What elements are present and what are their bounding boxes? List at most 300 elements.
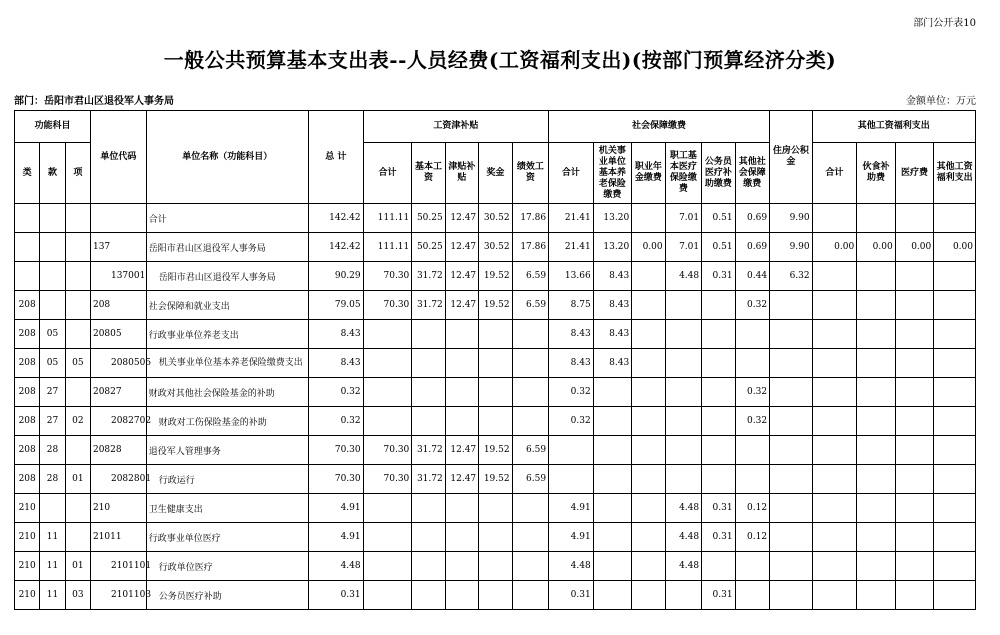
cell-meal — [857, 378, 896, 407]
budget-table — [14, 110, 976, 610]
cell-bonus: 19.52 — [479, 291, 512, 320]
cell-s-total: 111.11 — [363, 233, 412, 262]
cell-other-w — [934, 262, 976, 291]
cell-bonus: 30.52 — [479, 204, 512, 233]
cell-med-fee — [895, 494, 934, 523]
table-row — [15, 233, 976, 262]
cell-other-ss — [735, 320, 770, 349]
header-bonus: 奖金 — [479, 143, 512, 204]
header-other-welfare: 其他工资福利支出 — [934, 143, 976, 204]
cell-other-w — [934, 552, 976, 581]
cell-ss-total: 8.43 — [549, 349, 594, 378]
cell-allow — [445, 552, 478, 581]
cell-meal — [857, 320, 896, 349]
cell-name: 公务员医疗补助 — [146, 581, 308, 610]
cell-civil — [702, 552, 735, 581]
cell-civil — [702, 349, 735, 378]
cell-pension — [593, 465, 632, 494]
cell-name: 行政单位医疗 — [146, 552, 308, 581]
cell-allow: 12.47 — [445, 233, 478, 262]
cell-o-total — [812, 465, 857, 494]
cell-other-w: 0.00 — [934, 233, 976, 262]
cell-allow — [445, 581, 478, 610]
cell-meal — [857, 204, 896, 233]
cell-kuan: 11 — [40, 523, 65, 552]
cell-perf — [512, 494, 549, 523]
cell-bonus — [479, 494, 512, 523]
cell-med-fee — [895, 291, 934, 320]
cell-kuan: 11 — [40, 552, 65, 581]
cell-o-total — [812, 378, 857, 407]
cell-s-total: 70.30 — [363, 291, 412, 320]
cell-civil — [702, 407, 735, 436]
cell-other-ss: 0.32 — [735, 291, 770, 320]
cell-perf: 6.59 — [512, 262, 549, 291]
header-perf-salary: 绩效工资 — [512, 143, 549, 204]
cell-xiang — [65, 291, 90, 320]
cell-pension — [593, 407, 632, 436]
cell-med-fee — [895, 349, 934, 378]
cell-lei — [15, 262, 40, 291]
cell-name: 行政事业单位养老支出 — [146, 320, 308, 349]
cell-o-total — [812, 581, 857, 610]
cell-med-fee — [895, 552, 934, 581]
header-salary-total: 合计 — [363, 143, 412, 204]
cell-basic: 50.25 — [412, 204, 445, 233]
cell-s-total — [363, 349, 412, 378]
cell-xiang — [65, 320, 90, 349]
cell-bonus: 19.52 — [479, 262, 512, 291]
cell-s-total: 70.30 — [363, 465, 412, 494]
cell-code: 2082801 — [90, 465, 146, 494]
cell-annuity — [632, 262, 665, 291]
cell-total: 70.30 — [308, 465, 363, 494]
cell-basic — [412, 349, 445, 378]
cell-s-total — [363, 320, 412, 349]
cell-pension: 8.43 — [593, 262, 632, 291]
cell-med-fee — [895, 581, 934, 610]
cell-s-total: 111.11 — [363, 204, 412, 233]
cell-code: 137 — [90, 233, 146, 262]
cell-o-total — [812, 523, 857, 552]
cell-code: 208 — [90, 291, 146, 320]
table-row — [15, 581, 976, 610]
cell-xiang — [65, 204, 90, 233]
cell-civil: 0.31 — [702, 523, 735, 552]
cell-other-w — [934, 204, 976, 233]
header-social-total: 合计 — [549, 143, 594, 204]
cell-lei: 208 — [15, 291, 40, 320]
cell-name: 卫生健康支出 — [146, 494, 308, 523]
cell-annuity — [632, 291, 665, 320]
cell-housing — [770, 378, 813, 407]
cell-civil — [702, 378, 735, 407]
header-housing: 住房公积金 — [770, 111, 813, 204]
cell-other-ss: 0.12 — [735, 494, 770, 523]
cell-housing — [770, 581, 813, 610]
cell-other-w — [934, 349, 976, 378]
header-unit-code: 单位代码 — [90, 111, 146, 204]
cell-lei: 210 — [15, 552, 40, 581]
cell-pension — [593, 523, 632, 552]
header-total: 总 计 — [308, 111, 363, 204]
cell-xiang — [65, 378, 90, 407]
cell-housing: 9.90 — [770, 204, 813, 233]
cell-ss-total: 0.31 — [549, 581, 594, 610]
cell-lei: 208 — [15, 349, 40, 378]
cell-med-fee — [895, 378, 934, 407]
cell-housing — [770, 320, 813, 349]
cell-code: 20827 — [90, 378, 146, 407]
cell-bonus — [479, 523, 512, 552]
cell-xiang — [65, 523, 90, 552]
header-other-social: 其他社会保障缴费 — [735, 143, 770, 204]
cell-o-total — [812, 349, 857, 378]
cell-medical — [665, 407, 701, 436]
cell-name: 合计 — [146, 204, 308, 233]
cell-allow: 12.47 — [445, 291, 478, 320]
cell-lei — [15, 204, 40, 233]
cell-annuity: 0.00 — [632, 233, 665, 262]
cell-perf — [512, 552, 549, 581]
cell-o-total — [812, 320, 857, 349]
cell-medical: 4.48 — [665, 552, 701, 581]
cell-basic: 50.25 — [412, 233, 445, 262]
cell-annuity — [632, 378, 665, 407]
cell-meal — [857, 523, 896, 552]
cell-code: 2101103 — [90, 581, 146, 610]
cell-other-ss — [735, 552, 770, 581]
cell-civil — [702, 291, 735, 320]
cell-perf: 17.86 — [512, 204, 549, 233]
cell-medical — [665, 465, 701, 494]
header-medical-fee: 医疗费 — [895, 143, 934, 204]
cell-other-ss: 0.44 — [735, 262, 770, 291]
cell-pension — [593, 378, 632, 407]
cell-perf — [512, 378, 549, 407]
cell-basic: 31.72 — [412, 436, 445, 465]
cell-lei — [15, 233, 40, 262]
cell-kuan: 27 — [40, 407, 65, 436]
cell-allow — [445, 349, 478, 378]
cell-allow: 12.47 — [445, 262, 478, 291]
cell-pension — [593, 436, 632, 465]
cell-lei: 210 — [15, 523, 40, 552]
cell-ss-total: 4.48 — [549, 552, 594, 581]
cell-s-total — [363, 407, 412, 436]
cell-s-total — [363, 523, 412, 552]
cell-ss-total: 8.75 — [549, 291, 594, 320]
cell-civil: 0.51 — [702, 204, 735, 233]
cell-housing — [770, 552, 813, 581]
cell-med-fee — [895, 523, 934, 552]
cell-o-total — [812, 436, 857, 465]
cell-housing — [770, 436, 813, 465]
cell-medical — [665, 320, 701, 349]
cell-total: 142.42 — [308, 233, 363, 262]
cell-medical: 7.01 — [665, 233, 701, 262]
cell-other-w — [934, 378, 976, 407]
cell-code: 21011 — [90, 523, 146, 552]
cell-bonus: 19.52 — [479, 436, 512, 465]
cell-other-w — [934, 465, 976, 494]
department-label: 部门：岳阳市君山区退役军人事务局 — [14, 96, 174, 107]
header-civil-medical: 公务员医疗补助缴费 — [702, 143, 735, 204]
header-unit-name: 单位名称（功能科目） — [146, 111, 308, 204]
cell-allow — [445, 407, 478, 436]
cell-kuan: 11 — [40, 581, 65, 610]
cell-code: 137001 — [90, 262, 146, 291]
cell-civil: 0.31 — [702, 262, 735, 291]
cell-bonus — [479, 581, 512, 610]
header-other-total: 合计 — [812, 143, 857, 204]
cell-annuity — [632, 349, 665, 378]
cell-other-ss — [735, 465, 770, 494]
cell-perf — [512, 581, 549, 610]
cell-perf — [512, 320, 549, 349]
cell-allow — [445, 494, 478, 523]
cell-o-total — [812, 494, 857, 523]
unit-label: 金额单位：万元 — [906, 96, 976, 107]
cell-bonus — [479, 349, 512, 378]
cell-annuity — [632, 465, 665, 494]
cell-name: 岳阳市君山区退役军人事务局 — [146, 233, 308, 262]
cell-other-w — [934, 436, 976, 465]
cell-meal — [857, 552, 896, 581]
table-row — [15, 378, 976, 407]
cell-civil: 0.31 — [702, 494, 735, 523]
table-row — [15, 552, 976, 581]
cell-xiang: 03 — [65, 581, 90, 610]
cell-perf: 6.59 — [512, 291, 549, 320]
cell-other-w — [934, 291, 976, 320]
cell-perf — [512, 407, 549, 436]
cell-total: 70.30 — [308, 436, 363, 465]
cell-lei: 208 — [15, 378, 40, 407]
cell-basic: 31.72 — [412, 262, 445, 291]
cell-basic: 31.72 — [412, 465, 445, 494]
cell-bonus — [479, 407, 512, 436]
cell-other-w — [934, 581, 976, 610]
cell-o-total — [812, 291, 857, 320]
cell-pension: 8.43 — [593, 320, 632, 349]
cell-xiang: 01 — [65, 465, 90, 494]
cell-housing — [770, 291, 813, 320]
cell-allow: 12.47 — [445, 465, 478, 494]
cell-ss-total — [549, 436, 594, 465]
cell-name: 岳阳市君山区退役军人事务局 — [146, 262, 308, 291]
header-func-subject: 功能科目 — [15, 111, 91, 143]
cell-pension — [593, 552, 632, 581]
cell-medical — [665, 581, 701, 610]
cell-med-fee — [895, 204, 934, 233]
cell-s-total: 70.30 — [363, 436, 412, 465]
cell-meal — [857, 581, 896, 610]
cell-ss-total: 4.91 — [549, 523, 594, 552]
cell-medical: 4.48 — [665, 262, 701, 291]
cell-basic: 31.72 — [412, 291, 445, 320]
cell-other-w — [934, 494, 976, 523]
cell-lei: 208 — [15, 465, 40, 494]
cell-o-total — [812, 262, 857, 291]
cell-perf — [512, 349, 549, 378]
header-basic-salary: 基本工资 — [412, 143, 445, 204]
cell-code: 2101101 — [90, 552, 146, 581]
cell-total: 142.42 — [308, 204, 363, 233]
cell-ss-total: 21.41 — [549, 233, 594, 262]
cell-code — [90, 204, 146, 233]
form-code: 部门公开表10 — [913, 18, 976, 29]
cell-name: 社会保障和就业支出 — [146, 291, 308, 320]
cell-xiang — [65, 436, 90, 465]
cell-med-fee — [895, 407, 934, 436]
cell-housing — [770, 523, 813, 552]
cell-meal — [857, 494, 896, 523]
header-social-group: 社会保障缴费 — [549, 111, 770, 143]
cell-annuity — [632, 494, 665, 523]
cell-annuity — [632, 204, 665, 233]
cell-pension: 8.43 — [593, 291, 632, 320]
cell-o-total — [812, 204, 857, 233]
cell-civil: 0.31 — [702, 581, 735, 610]
table-row — [15, 407, 976, 436]
cell-lei: 208 — [15, 320, 40, 349]
cell-allow — [445, 378, 478, 407]
header-pension: 机关事业单位基本养老保险缴费 — [593, 143, 632, 204]
cell-total: 79.05 — [308, 291, 363, 320]
cell-med-fee — [895, 465, 934, 494]
cell-annuity — [632, 523, 665, 552]
cell-name: 退役军人管理事务 — [146, 436, 308, 465]
cell-basic — [412, 523, 445, 552]
header-kuan: 款 — [40, 143, 65, 204]
cell-other-ss: 0.12 — [735, 523, 770, 552]
cell-allow: 12.47 — [445, 204, 478, 233]
cell-name: 财政对其他社会保险基金的补助 — [146, 378, 308, 407]
cell-annuity — [632, 436, 665, 465]
cell-xiang: 01 — [65, 552, 90, 581]
cell-bonus: 30.52 — [479, 233, 512, 262]
cell-total: 4.91 — [308, 523, 363, 552]
table-row — [15, 291, 976, 320]
cell-xiang: 02 — [65, 407, 90, 436]
cell-xiang — [65, 262, 90, 291]
header-medical: 职工基本医疗保险缴费 — [665, 143, 701, 204]
cell-basic — [412, 407, 445, 436]
cell-annuity — [632, 552, 665, 581]
cell-name: 行政事业单位医疗 — [146, 523, 308, 552]
cell-housing: 9.90 — [770, 233, 813, 262]
cell-other-ss — [735, 436, 770, 465]
cell-housing — [770, 465, 813, 494]
cell-basic — [412, 378, 445, 407]
cell-perf: 6.59 — [512, 436, 549, 465]
cell-med-fee — [895, 262, 934, 291]
cell-total: 0.32 — [308, 378, 363, 407]
cell-housing — [770, 494, 813, 523]
table-row — [15, 349, 976, 378]
cell-kuan: 28 — [40, 436, 65, 465]
cell-code: 2082702 — [90, 407, 146, 436]
cell-total: 4.91 — [308, 494, 363, 523]
cell-medical: 4.48 — [665, 494, 701, 523]
table-row — [15, 320, 976, 349]
cell-medical: 4.48 — [665, 523, 701, 552]
cell-o-total — [812, 552, 857, 581]
cell-ss-total — [549, 465, 594, 494]
cell-basic — [412, 552, 445, 581]
cell-kuan — [40, 233, 65, 262]
cell-med-fee — [895, 320, 934, 349]
cell-housing — [770, 407, 813, 436]
cell-xiang — [65, 494, 90, 523]
cell-total: 0.32 — [308, 407, 363, 436]
cell-lei: 208 — [15, 407, 40, 436]
cell-meal — [857, 465, 896, 494]
cell-other-ss: 0.32 — [735, 407, 770, 436]
cell-annuity — [632, 581, 665, 610]
cell-meal: 0.00 — [857, 233, 896, 262]
cell-kuan: 05 — [40, 349, 65, 378]
cell-perf: 6.59 — [512, 465, 549, 494]
cell-housing: 6.32 — [770, 262, 813, 291]
cell-ss-total: 8.43 — [549, 320, 594, 349]
cell-lei: 210 — [15, 494, 40, 523]
cell-basic — [412, 581, 445, 610]
header-salary-group: 工资津补贴 — [363, 111, 548, 143]
cell-civil — [702, 465, 735, 494]
cell-total: 8.43 — [308, 320, 363, 349]
cell-medical: 7.01 — [665, 204, 701, 233]
cell-ss-total: 4.91 — [549, 494, 594, 523]
cell-ss-total: 13.66 — [549, 262, 594, 291]
cell-bonus — [479, 552, 512, 581]
cell-allow — [445, 320, 478, 349]
cell-meal — [857, 349, 896, 378]
cell-ss-total: 0.32 — [549, 407, 594, 436]
cell-med-fee — [895, 436, 934, 465]
cell-bonus: 19.52 — [479, 465, 512, 494]
header-meal: 伙食补助费 — [857, 143, 896, 204]
cell-medical — [665, 349, 701, 378]
cell-pension: 13.20 — [593, 233, 632, 262]
cell-ss-total: 21.41 — [549, 204, 594, 233]
cell-annuity — [632, 407, 665, 436]
page-title: 一般公共预算基本支出表--人员经费(工资福利支出)(按部门预算经济分类) — [163, 48, 837, 72]
cell-medical — [665, 436, 701, 465]
cell-name: 行政运行 — [146, 465, 308, 494]
cell-total: 4.48 — [308, 552, 363, 581]
table-row — [15, 465, 976, 494]
cell-s-total — [363, 494, 412, 523]
table-row — [15, 204, 976, 233]
cell-xiang — [65, 233, 90, 262]
cell-basic — [412, 494, 445, 523]
cell-o-total: 0.00 — [812, 233, 857, 262]
table-row — [15, 262, 976, 291]
cell-pension: 13.20 — [593, 204, 632, 233]
cell-other-ss: 0.69 — [735, 233, 770, 262]
cell-other-ss — [735, 581, 770, 610]
cell-housing — [770, 349, 813, 378]
cell-total: 8.43 — [308, 349, 363, 378]
cell-kuan — [40, 262, 65, 291]
cell-pension — [593, 494, 632, 523]
cell-s-total — [363, 552, 412, 581]
cell-kuan — [40, 291, 65, 320]
cell-perf — [512, 523, 549, 552]
cell-meal — [857, 262, 896, 291]
